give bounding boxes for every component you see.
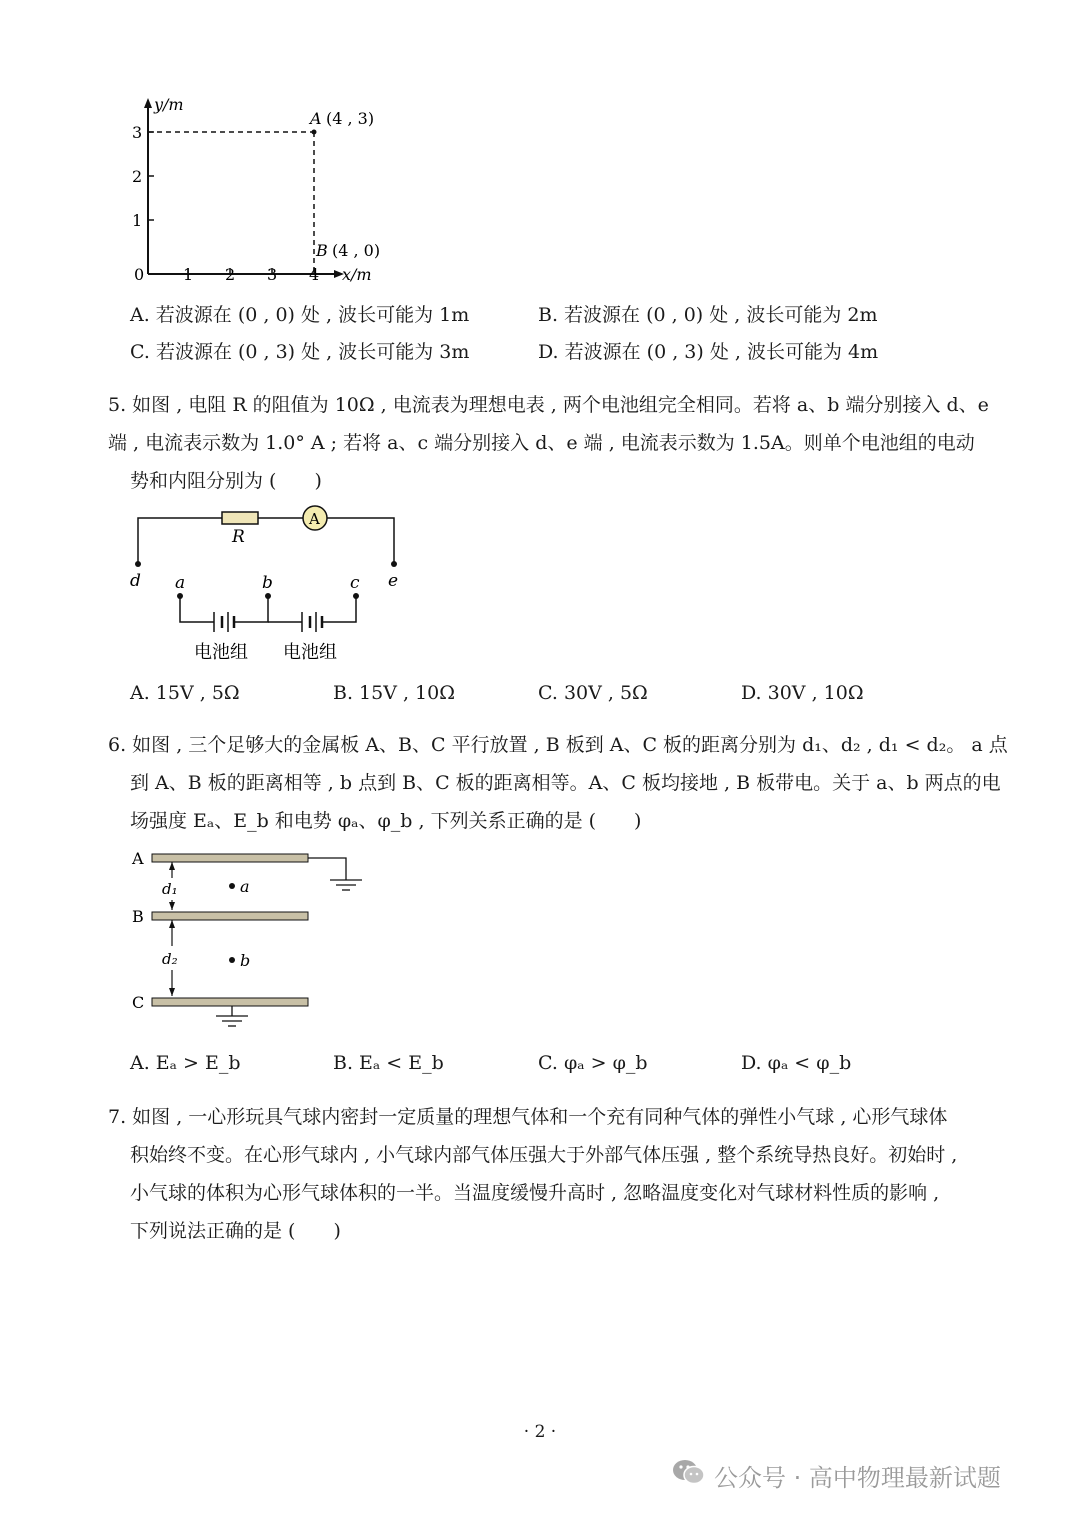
battery-1-label: 电池组 — [194, 642, 248, 663]
parallel-plates-figure — [120, 840, 380, 1040]
x-tick-0: 0 — [134, 265, 145, 284]
watermark-logo — [672, 1458, 706, 1486]
q6-line-2: 到 A、B 板的距离相等 , b 点到 B、C 板的距离相等。A、C 板均接地 , B 板带电。关于 a、b 两点的电 — [130, 772, 1001, 794]
x-tick-1: 1 — [183, 265, 194, 284]
plate-a — [152, 854, 308, 862]
wechat-icon — [672, 1458, 706, 1486]
q5-option-b: B. 15V , 10Ω — [333, 682, 455, 704]
x-axis-label: x/m — [342, 265, 372, 284]
q7-line-1: 7. 如图 , 一心形玩具气球内密封一定质量的理想气体和一个充有同种气体的弹性小气球 , 心形气球体 — [108, 1106, 948, 1128]
question-5 — [108, 386, 989, 500]
y-tick-1: 1 — [132, 211, 143, 230]
point-b-label: B — [316, 241, 328, 260]
plate-c — [152, 998, 308, 1006]
d2-label: d₂ — [162, 950, 178, 968]
q5-option-a: A. 15V , 5Ω — [130, 682, 240, 704]
point-b: b — [240, 951, 251, 970]
resistor — [222, 512, 258, 524]
q4-option-c: C. 若波源在 (0 , 3) 处 , 波长可能为 3m — [130, 341, 470, 363]
d1-label: d₁ — [162, 880, 178, 898]
wave-coordinate-figure — [120, 90, 400, 290]
plate-c-label: C — [132, 993, 145, 1012]
q6-option-d: D. φₐ < φ_b — [741, 1052, 852, 1074]
page-number: · 2 · — [523, 1422, 557, 1442]
circuit-figure — [120, 500, 420, 670]
q4-option-d: D. 若波源在 (0 , 3) 处 , 波长可能为 4m — [538, 341, 879, 363]
y-axis-label: y/m — [154, 95, 184, 114]
question-6 — [108, 726, 1008, 840]
q4-option-b: B. 若波源在 (0 , 0) 处 , 波长可能为 2m — [538, 304, 878, 326]
plate-b — [152, 912, 308, 920]
q5-line-1: 5. 如图 , 电阻 R 的阻值为 10Ω , 电流表为理想电表 , 两个电池组完全相同。若将 a、b 端分别接入 d、e — [108, 394, 989, 416]
ammeter-label: A — [309, 510, 320, 528]
q4-option-a: A. 若波源在 (0 , 0) 处 , 波长可能为 1m — [130, 304, 470, 326]
battery-2-label: 电池组 — [283, 642, 337, 663]
plate-b-label: B — [132, 907, 144, 926]
point-a-coords: (4 , 3) — [326, 109, 375, 128]
point-b-coords: (4 , 0) — [332, 241, 381, 260]
q7-line-3: 小气球的体积为心形气球体积的一半。当温度缓慢升高时 , 忽略温度变化对气球材料性质的影响 , — [130, 1182, 940, 1204]
point-a: a — [240, 877, 250, 896]
q6-option-a: A. Eₐ > E_b — [130, 1052, 241, 1074]
plate-a-label: A — [132, 849, 144, 868]
q6-line-3: 场强度 Eₐ、E_b 和电势 φₐ、φ_b , 下列关系正确的是 ( ) — [130, 810, 642, 832]
resistor-label: R — [232, 527, 245, 547]
q6-option-c: C. φₐ > φ_b — [538, 1052, 648, 1074]
q5-option-d: D. 30V , 10Ω — [741, 682, 864, 704]
q6-option-b: B. Eₐ < E_b — [333, 1052, 444, 1074]
q6-line-1: 6. 如图 , 三个足够大的金属板 A、B、C 平行放置 , B 板到 A、C 板的距离分别为 d₁、d₂ , d₁ < d₂。 a 点 — [108, 734, 1008, 756]
terminal-d: d — [130, 571, 141, 591]
question-7 — [108, 1098, 957, 1250]
x-tick-4: 4 — [309, 265, 320, 284]
x-tick-2: 2 — [225, 265, 236, 284]
q7-line-4: 下列说法正确的是 ( ) — [130, 1220, 341, 1242]
q5-line-2: 端 , 电流表示数为 1.0° A ; 若将 a、c 端分别接入 d、e 端 , 电流表示数为 1.5A。则单个电池组的电动 — [108, 432, 975, 454]
x-tick-3: 3 — [267, 265, 278, 284]
y-axis-arrow — [144, 98, 152, 108]
y-tick-3: 3 — [132, 123, 143, 142]
point-a-label: A — [310, 109, 322, 128]
terminal-e: e — [388, 571, 399, 591]
terminal-b: b — [262, 573, 273, 593]
q7-line-2: 积始终不变。在心形气球内 , 小气球内部气体压强大于外部气体压强 , 整个系统导热良好。初始时 , — [130, 1144, 958, 1166]
q5-option-c: C. 30V , 5Ω — [538, 682, 648, 704]
y-tick-2: 2 — [132, 167, 143, 186]
watermark-text: 公众号 · 高中物理最新试题 — [714, 1464, 1001, 1492]
q5-line-3: 势和内阻分别为 ( ) — [130, 470, 322, 492]
terminal-a: a — [175, 573, 186, 593]
terminal-c: c — [350, 573, 360, 593]
